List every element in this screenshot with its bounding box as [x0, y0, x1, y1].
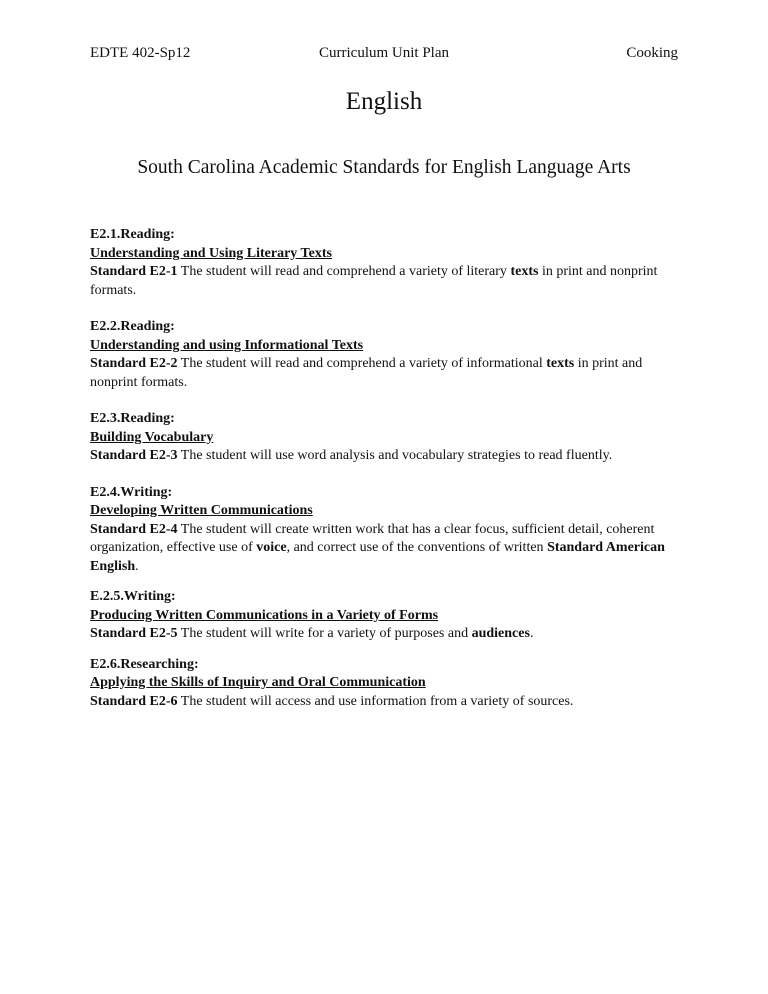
- section-body: Standard E2-1 The student will read and comprehend a variety of literary texts in print and nonprint formats.: [90, 264, 658, 298]
- standard-section-e2-2: [90, 318, 680, 392]
- section-code: E.2.5.Writing:: [90, 589, 176, 604]
- section-heading: Understanding and using Informational Texts: [90, 337, 364, 353]
- header-course-code: EDTE 402-Sp12: [90, 45, 191, 61]
- section-body: Standard E2-3 The student will use word analysis and vocabulary strategies to read fluently.: [90, 448, 613, 463]
- standard-section-e2-1: [90, 226, 680, 300]
- section-heading: Producing Written Communications in a Variety of Forms: [90, 607, 439, 623]
- section-code: E2.6.Researching:: [90, 656, 199, 672]
- section-code: E2.2.Reading:: [90, 319, 175, 334]
- standard-label: Standard E2-6: [90, 693, 178, 709]
- section-heading: Understanding and Using Literary Texts: [90, 245, 332, 261]
- section-body: Standard E2-6 The student will access and use information from a variety of sources.: [90, 693, 574, 709]
- page-subtitle: South Carolina Academic Standards for English Language Arts: [137, 157, 631, 178]
- section-heading: Developing Written Communications: [90, 503, 313, 518]
- standard-label: Standard E2-2: [90, 356, 178, 371]
- standard-label: Standard E2-1: [90, 264, 178, 279]
- section-code: E2.3.Reading:: [90, 411, 175, 426]
- standard-section-e2-3: [90, 410, 680, 466]
- section-heading: Applying the Skills of Inquiry and Oral Communication: [90, 675, 426, 690]
- standard-section-e2-6: [90, 656, 680, 712]
- standard-label: Standard E2-5: [90, 626, 178, 641]
- section-body: Standard E2-2 The student will read and comprehend a variety of informational texts in print and nonprint formats.: [90, 356, 643, 390]
- standard-section-e2-4: [90, 484, 680, 577]
- header-unit-topic: Cooking: [626, 45, 678, 61]
- standard-section-e2-5: [90, 588, 680, 644]
- section-heading: Building Vocabulary: [90, 429, 214, 445]
- section-body: Standard E2-5 The student will write for a variety of purposes and audiences.: [90, 626, 534, 641]
- standard-label: Standard E2-3: [90, 448, 178, 463]
- header-doc-type: Curriculum Unit Plan: [319, 45, 449, 61]
- standard-label: Standard E2-4: [90, 521, 178, 537]
- section-body: Standard E2-4 The student will create written work that has a clear focus, sufficient detail, coherent organization, effective use of voice, and correct use of the conventions of written Standard American English.: [90, 521, 665, 574]
- page-title: English: [345, 88, 423, 115]
- section-code: E2.1.Reading:: [90, 227, 175, 242]
- page-header: [90, 45, 678, 65]
- section-code: E2.4.Writing:: [90, 484, 173, 500]
- standards-list: [90, 226, 680, 711]
